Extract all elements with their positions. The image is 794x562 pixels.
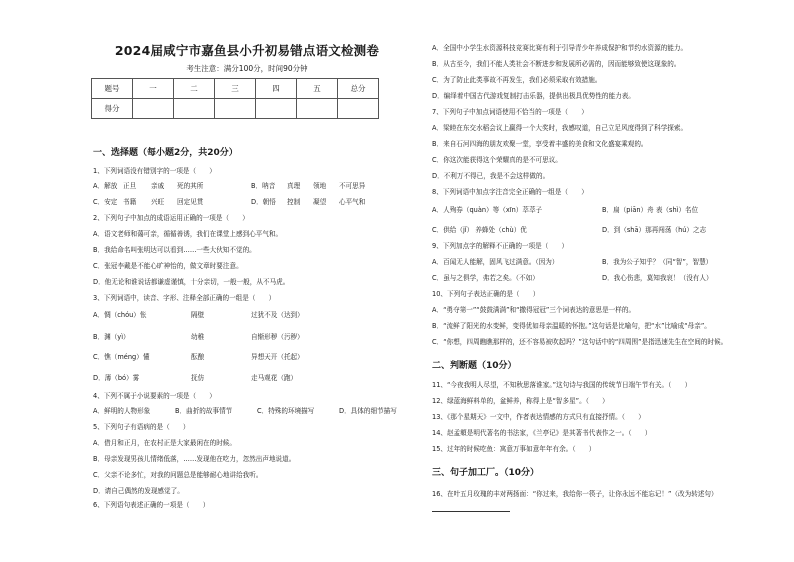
option-text: A．借月和正月，在农村正是大家最闲在的时候。	[93, 439, 236, 447]
answer-line[interactable]	[432, 511, 510, 512]
option-text: A．鲜明的人物形象	[93, 407, 151, 415]
section-heading: 三、句子加工厂。（10分）	[432, 468, 540, 478]
option-text: B．来自石河四海的朋友欢聚一堂，享受着丰盛的美食和文化盛宴乘观的。	[432, 140, 648, 148]
option-text: D．他无论和谁说话都谦虚谨慎，十分亲切，一般一般，从不马虎。	[93, 278, 290, 286]
option-text: 过犹不及（达到）	[251, 311, 304, 319]
question-text: 13、《那个星期天》一文中，作者表达情感的方式只有直接抒情。（ ）	[432, 413, 645, 421]
option-text: B．扁（piān）舟 表（shì）名位	[602, 206, 699, 214]
option-text: 异想天开（托起）	[251, 353, 304, 361]
option-text: C．为了防止此类事故不再发生，我们必须采取有效措施。	[432, 76, 602, 84]
option-text: 真理	[287, 182, 301, 190]
question-text: 10、下列句子表达正确的是（ ）	[432, 290, 540, 298]
score-input-cell[interactable]	[338, 99, 379, 119]
score-table	[91, 78, 379, 119]
option-text: C．“你想，四周瞧瞧那样的，还不容易被吹起吗？”这句话中的“四周围”是指迅速先生在空间的时候。	[432, 338, 728, 346]
question-text: 9、下列加点字的解释不正确的一项是（ ）	[432, 242, 569, 250]
score-input-cell[interactable]	[174, 99, 215, 119]
section-heading: 二、判断题（10分）	[432, 361, 517, 371]
table-cell: 五	[297, 79, 338, 99]
option-text: A．“勇夺第一”“鼓鼓满满”和“撒得冠冠”三个词表达的意思是一样的。	[432, 306, 636, 314]
option-text: 自惭形秽（污秽）	[251, 333, 304, 341]
table-cell: 四	[256, 79, 297, 99]
option-text: B．我为公子知乎？（同“智”，智慧）	[602, 258, 713, 266]
question-text: 14、赵孟頫是明代著名的书法家，《兰亭记》是其著书代表作之一。（ ）	[432, 429, 652, 437]
option-text: D．朝悟	[251, 198, 276, 206]
option-text: B．我给命名叫张明达可以看到……一些大伙知不觉的。	[93, 246, 256, 254]
option-text: A．梁睦在东交水稻会议上赢得一个大奖时，我感叹道，自己立足风度得到了科学探索。	[432, 124, 688, 132]
table-cell: 题号	[92, 79, 133, 99]
question-text: 5、下列句子有语病的是（ ）	[93, 423, 190, 431]
option-text: C．供给（jǐ） 养蜂处（chù）优	[432, 226, 527, 234]
question-text: 8、下列词语中加点字注音完全正确的一组是（ ）	[432, 188, 588, 196]
option-text: D．不利万不得已，我是不会这样做的。	[432, 172, 550, 180]
exam-notice: 考生注意：满分100分，时间90分钟	[186, 64, 308, 73]
option-text: B．“流鲜了阳光的水变鲜，变得优如母亲温暖的怀抱。”这句话是比喻句，把“水”比喻成“母亲”。	[432, 322, 711, 330]
table-cell: 一	[133, 79, 174, 99]
option-text: 凝望	[313, 198, 327, 206]
option-text: A．解放	[93, 182, 118, 190]
option-text: 死的其所	[177, 182, 204, 190]
section-heading: 一、选择题（每小题2分，共20分）	[93, 148, 238, 158]
score-input-cell[interactable]	[133, 99, 174, 119]
option-text: 不可思异	[339, 182, 366, 190]
option-text: 控制	[287, 198, 301, 206]
page-title: 2024届咸宁市嘉鱼县小升初易错点语文检测卷	[114, 43, 380, 58]
option-text: D．请自己偶然的发现感觉了。	[93, 487, 184, 495]
score-input-cell[interactable]	[297, 99, 338, 119]
question-text: 11、“今夜我明人尽望，不知秋思落谁家。”这句诗与我国的传统节日端午节有关。（ ）	[432, 381, 692, 389]
option-text: 抚仿	[191, 374, 205, 382]
option-text: D．具体的细节描写	[339, 407, 397, 415]
option-text: B．曲折的故事情节	[175, 407, 233, 415]
question-text: 1、下列词语没有错别字的一项是（ ）	[93, 167, 216, 175]
option-text: A．语文老师和蔼可亲，循循善诱，我们在课堂上感到心平气和。	[93, 230, 283, 238]
option-text: A．百闻无人能解，固风飞过满意。（因为）	[432, 258, 559, 266]
option-text: D．薄（bó）雾	[93, 374, 140, 382]
option-text: A．惆（chóu）怅	[93, 311, 147, 319]
question-text: 6、下列语句表述正确的一项是（ ）	[93, 501, 210, 509]
option-text: 酝酿	[191, 353, 205, 361]
option-text: C．父亲不论多忙，对我的问题总是能够耐心地讲给我听。	[93, 471, 263, 479]
option-text: 领地	[313, 182, 327, 190]
option-text: C．特殊的环境描写	[257, 407, 315, 415]
option-text: B．渊（yì）	[93, 333, 130, 341]
option-text: D．我心伤悲，莫知我哀！（没有人）	[602, 274, 713, 282]
option-text: 书籍	[123, 198, 137, 206]
option-text: B．从古至今，我们不能人类社会不断进步和发展所必需的，因而能够致使这现象的。	[432, 60, 681, 68]
table-cell: 二	[174, 79, 215, 99]
question-text: 15、过年的时候吃鱼：寓意万事如意年年有余。（ ）	[432, 445, 596, 453]
question-text: 12、绿蓝海鲜料单的，盆鲜养，称得上是“智多星”。（ ）	[432, 397, 609, 405]
score-table-score-row	[92, 99, 379, 119]
option-text: 走马观花（跑）	[251, 374, 298, 382]
option-text: 隔壁	[191, 311, 205, 319]
option-text: 回定见贯	[177, 198, 204, 206]
option-text: A．人殉券（quàn）等（xīn）萃萃子	[432, 206, 543, 214]
right-column	[426, 0, 760, 562]
option-text: D．到（shā）那再闯荡（hú）之志	[602, 226, 707, 234]
table-cell: 三	[215, 79, 256, 99]
option-text: B．母亲发现男孩儿情绪低落，……发现他在吃力，忽然出声地说道。	[93, 455, 296, 463]
option-text: C．虽与之俱学，弗若之矣。（不如）	[432, 274, 539, 282]
option-text: 心平气和	[339, 198, 366, 206]
option-text: 正旦	[123, 182, 137, 190]
question-text: 3、下列词语中，读音、字形、注释全部正确的一组是（ ）	[93, 294, 276, 302]
question-text: 2、下列句子中加点的成语运用正确的一项是（ ）	[93, 214, 249, 222]
option-text: C．憔（méng）懂	[93, 353, 150, 361]
option-text: C．你这次能获得这个荣耀真的是不可思议。	[432, 156, 562, 164]
option-text: 亲戚	[151, 182, 165, 190]
option-text: C．安定	[93, 198, 118, 206]
left-column	[86, 0, 408, 562]
option-text: 兴旺	[151, 198, 165, 206]
option-text: D．编绎着中国古代游戏复制打击乐器，提供出极具优势性的能力表。	[432, 92, 635, 100]
table-cell: 得分	[92, 99, 133, 119]
option-text: 幼稚	[191, 333, 205, 341]
score-table-header-row	[92, 79, 379, 99]
question-text: 7、下列句子中加点词语使用不恰当的一项是（ ）	[432, 108, 588, 116]
score-input-cell[interactable]	[215, 99, 256, 119]
option-text: B．呐音	[251, 182, 276, 190]
option-text: C．张冠李戴是不能心旷神怡的，做文章时要注意。	[93, 262, 243, 270]
score-input-cell[interactable]	[256, 99, 297, 119]
table-cell: 总分	[338, 79, 379, 99]
question-text: 16、在叶五月玫瑰的丰对两扬面：“你过来，我给你一筷子，让你永远不能忘记！”（改为转述句）	[432, 490, 718, 498]
option-text: A．全国中小学生水资源科技竞赛比赛有利于引导青少年养成保护和节约水资源的能力。	[432, 44, 688, 52]
question-text: 4、下列不属于小说要素的一项是（ ）	[93, 392, 216, 400]
